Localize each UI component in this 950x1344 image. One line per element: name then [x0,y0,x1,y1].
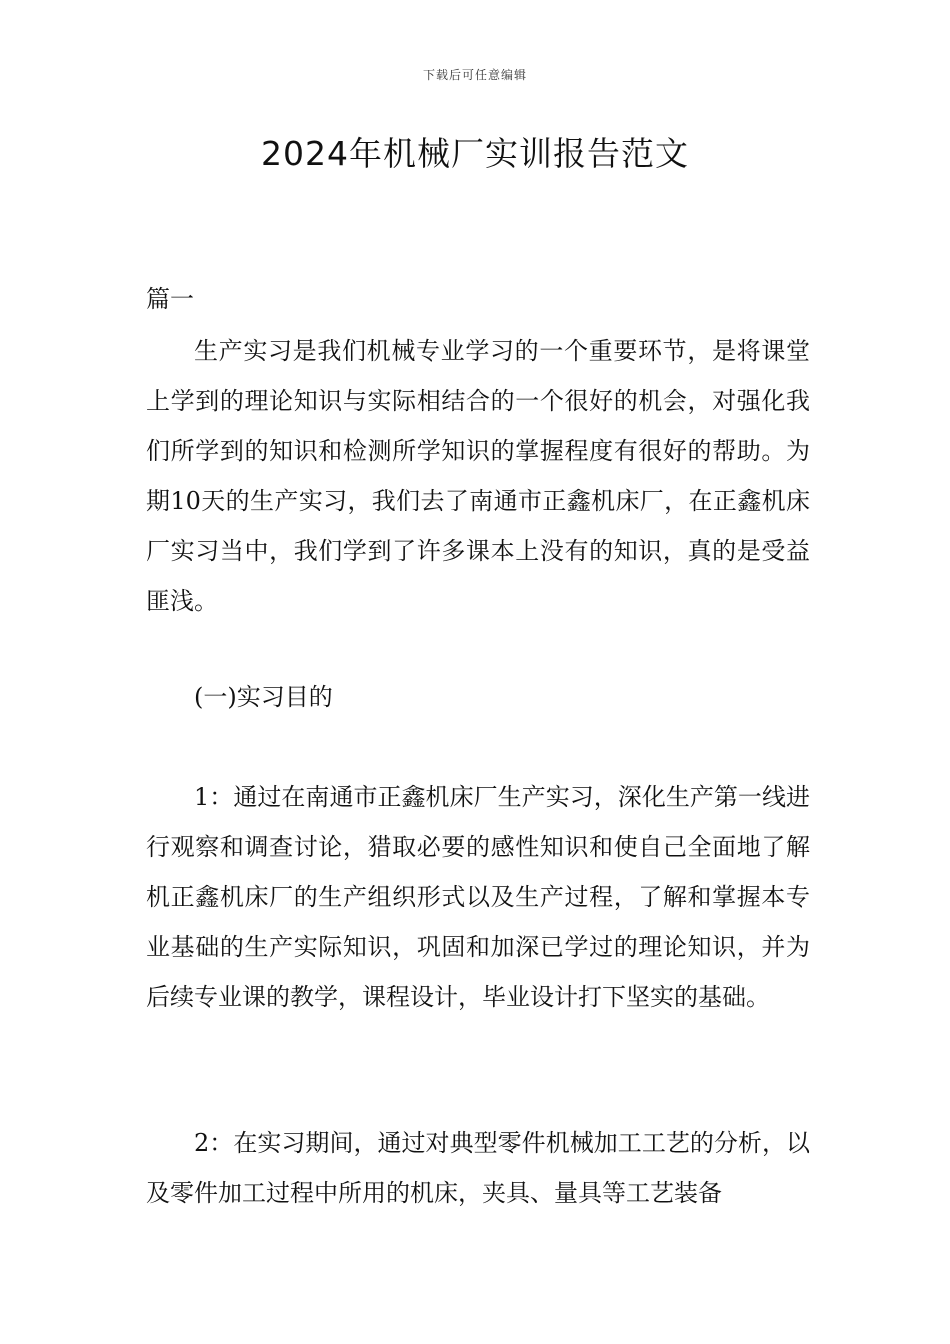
paragraph-purpose-1: 1：通过在南通市正鑫机床厂生产实习，深化生产第一线进行观察和调查讨论，猎取必要的感性知识和使自己全面地了解机正鑫机床厂的生产组织形式以及生产过程，了解和掌握本专业基础的生产实际知识，巩固和加深已学过的理论知识，并为后续专业课的教学，课程设计，毕业设计打下坚实的基础。 [146,783,810,1011]
header-note: 下载后可任意编辑 [422,68,527,82]
document-title: 2024年机械厂实训报告范文 [261,134,689,173]
paragraph-intro: 生产实习是我们机械专业学习的一个重要环节，是将课堂上学到的理论知识与实际相结合的一个很好的机会，对强化我们所学到的知识和检测所学知识的掌握程度有很好的帮助。为期10天的生产实习，我们去了南通市正鑫机床厂，在正鑫机床厂实习当中，我们学到了许多课本上没有的知识，真的是受益匪浅。 [146,337,810,615]
paragraph-purpose-2: 2：在实习期间，通过对典型零件机械加工工艺的分析，以及零件加工过程中所用的机床，夹具、量具等工艺装备 [146,1129,810,1207]
section-label: 篇一 [146,285,194,313]
subheading-purpose: (一)实习目的 [194,683,333,711]
